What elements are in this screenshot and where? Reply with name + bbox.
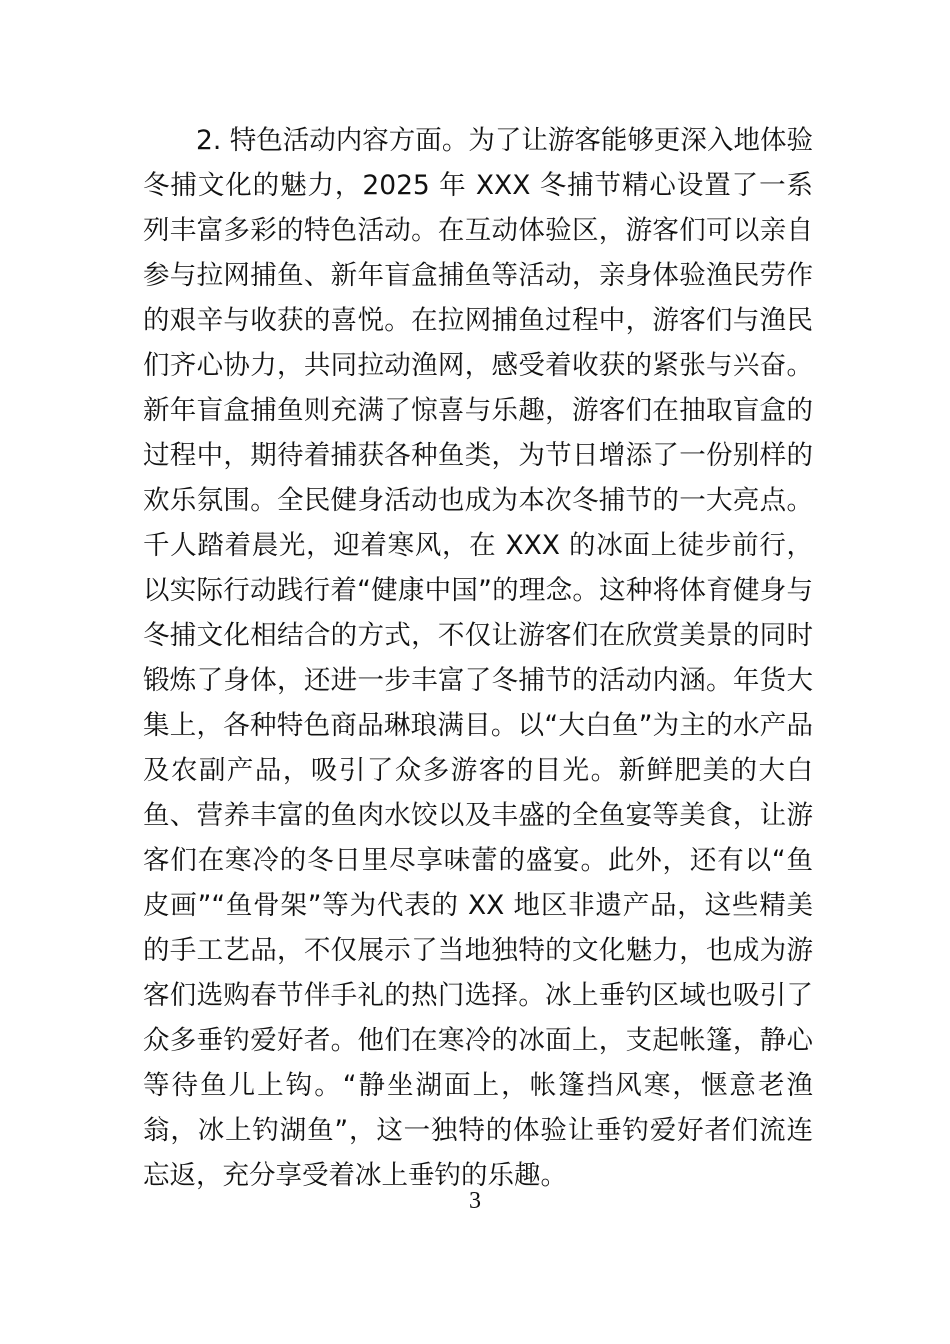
page-number: 3 (469, 1188, 481, 1214)
body-paragraph: 2. 特色活动内容方面。为了让游客能够更深入地体验冬捕文化的魅力，2025 年 XXX 冬捕节精心设置了一系列丰富多彩的特色活动。在互动体验区，游客们可以亲自参与拉网捕鱼、新年盲盒捕鱼等活动，亲身体验渔民劳作的艰辛与收获的喜悦。在拉网捕鱼过程中，游客们与渔民们齐心协力，共同拉动渔网，感受着收获的紧张与兴奋。新年盲盒捕鱼则充满了惊喜与乐趣，游客们在抽取盲盒的过程中，期待着捕获各种鱼类，为节日增添了一份别样的欢乐氛围。全民健身活动也成为本次冬捕节的一大亮点。千人踏着晨光，迎着寒风，在 XXX 的冰面上徒步前行，以实际行动践行着“健康中国”的理念。这种将体育健身与冬捕文化相结合的方式，不仅让游客们在欣赏美景的同时锻炼了身体，还进一步丰富了冬捕节的活动内涵。年货大集上，各种特色商品琳琅满目。以“大白鱼”为主的水产品及农副产品，吸引了众多游客的目光。新鲜肥美的大白鱼、营养丰富的鱼肉水饺以及丰盛的全鱼宴等美食，让游客们在寒冷的冬日里尽享味蕾的盛宴。此外，还有以“鱼皮画”“鱼骨架”等为代表的 XX 地区非遗产品，这些精美的手工艺品，不仅展示了当地独特的文化魅力，也成为游客们选购春节伴手礼的热门选择。冰上垂钓区域也吸引了众多垂钓爱好者。他们在寒冷的冰面上，支起帐篷，静心等待鱼儿上钩。“静坐湖面上，帐篷挡风寒，惬意老渔翁，冰上钓湖鱼”，这一独特的体验让垂钓爱好者们流连忘返，充分享受着冰上垂钓的乐趣。 (143, 125, 813, 1191)
